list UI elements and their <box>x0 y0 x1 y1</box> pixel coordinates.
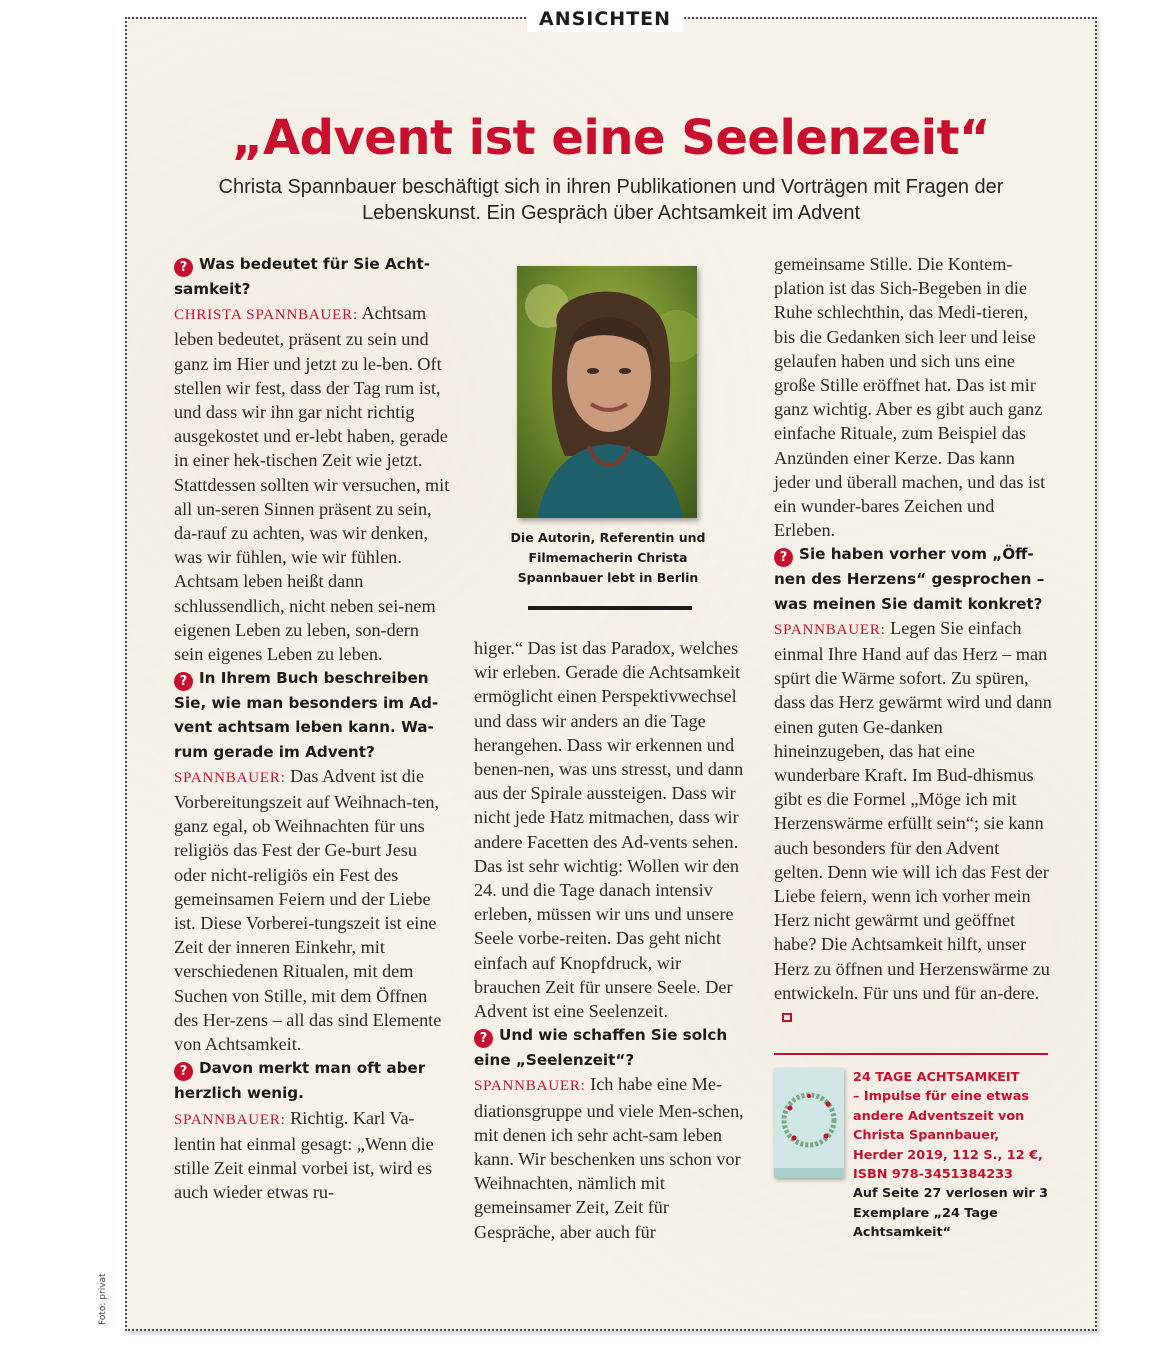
author-photo-illustration <box>517 266 697 518</box>
end-of-article-icon <box>782 1013 792 1022</box>
question: ? Davon merkt man oft aber herzlich wenig. <box>174 1059 426 1103</box>
question: ? Und wie schaffen Sie solch eine „Seelenzeit“? <box>474 1026 728 1070</box>
book-divider <box>774 1053 1048 1055</box>
subhead: Christa Spannbauer beschäftigt sich in ihren Publikationen und Vorträgen mit Fragen der Lebenskunst. Ein Gespräch über Achtsamkeit im Advent <box>218 176 1004 224</box>
answer-continued: gemeinsame Stille. Die Kontem-plation ist das Sich-Begeben in die Ruhe schlechthin, das Medi-tieren, bis die Gedanken sich leer und leise gelaufen haben und sich uns eine große Stille eröffnet hat. Das ist mir ganz wichtig. Aber es gibt auch ganz einfache Rituale, zum Beispiel das Anzünden einer Kerze. Das kann jeder und überall machen, und das ist ein wunder-bares Zeichen und Erleben. <box>774 254 1046 541</box>
author-portrait <box>517 266 697 518</box>
speaker-label: SPANNBAUER: <box>774 621 886 638</box>
question: ? Was bedeutet für Sie Acht-samkeit? <box>174 255 431 298</box>
question-mark-icon: ? <box>174 258 193 277</box>
book-info <box>853 1068 1053 1243</box>
speaker-label: SPANNBAUER: <box>474 1078 586 1095</box>
photo-credit: Foto: privat <box>98 1273 108 1325</box>
book-title: 24 TAGE ACHTSAMKEIT <box>853 1070 1020 1085</box>
book-raffle: Auf Seite 27 verlosen wir 3 Exemplare „24 Tage Achtsamkeit“ <box>853 1186 1049 1241</box>
speaker-label: CHRISTA SPANNBAUER: <box>174 307 358 324</box>
column-2 <box>474 636 750 1244</box>
answer: CHRISTA SPANNBAUER: Achtsam leben bedeutet, präsent zu sein und ganz im Hier und jetzt zu le-ben. Oft stellen wir fest, dass der Tag rum ist, und dass wir ihn gar nicht richtig ausgekostet und er-lebt haben, gerade in einer hek-tischen Zeit wie jetzt. Stattdessen sollten wir versuchen, mit all un-seren Sinnen präsent zu sein, da-rauf zu achten, was wir denken, was wir fühlen, wie wir fühlen. Achtsam leben heißt dann schlussendlich, nicht neben sei-nem eigenen Leben zu leben, son-dern sein eigenes Leben zu leben. <box>174 303 450 665</box>
caption-divider <box>528 606 692 610</box>
book-cover <box>774 1068 844 1178</box>
speaker-label: SPANNBAUER: <box>174 769 286 786</box>
answer: SPANNBAUER: Das Advent ist die Vorbereitungszeit auf Weihnach-ten, ganz egal, ob Weihnachten für uns religiös das Fest der Ge-burt Jesu oder nicht-religiös ein Fest des gemeinsamen Feiern und der Liebe ist. Diese Vorberei-tungszeit ist eine Zeit der inneren Einkehr, mit verschiedenen Ritualen, mit dem Suchen von Stille, mit dem Öffnen des Her-zens – all das sind Elemente von Achtsamkeit. <box>174 765 442 1055</box>
question: ? In Ihrem Buch beschreiben Sie, wie man besonders im Ad-vent achtsam leben kann. Wa-rum gerade im Advent? <box>174 669 439 761</box>
speaker-label: SPANNBAUER: <box>174 1111 286 1128</box>
answer: SPANNBAUER: Legen Sie einfach einmal Ihre Hand auf das Herz – man spürt die Wärme sofort. Zu spüren, dass das Herz gewärmt wird und dann einen guten Ge-danken hineinzugeben, das hat eine wunderbare Kraft. Im Bud-dhismus gibt es die Formel „Möge ich mit Herzenswärme erfüllt sein“; sie kann auch besonders für den Advent gelten. Denn wie will ich das Fest der Liebe feiern, wenn ich vorher mein Herz nicht gewärmt und geöffnet habe? Die Achtsamkeit hilft, unser Herz zu öffnen und Herzenswärme zu entwickeln. Für uns und für an-dere. <box>774 616 1052 1029</box>
question: ? Sie haben vorher vom „Öff-nen des Herzens“ gesprochen – was meinen Sie damit konkret? <box>774 545 1045 613</box>
book-cover-illustration <box>774 1068 844 1178</box>
column-1 <box>174 252 452 1204</box>
question-mark-icon: ? <box>474 1029 493 1048</box>
photo-caption: Die Autorin, Referentin und Filmemacherin Christa Spannbauer lebt in Berlin <box>510 530 706 585</box>
question-mark-icon: ? <box>174 1062 193 1081</box>
column-3 <box>774 252 1052 1029</box>
book-details: – Impulse für eine etwas andere Adventszeit von Christa Spannbauer, Herder 2019, 112 S., 12 €, ISBN 978-3451384233 <box>853 1089 1043 1183</box>
answer-continued: higer.“ Das ist das Paradox, welches wir erleben. Gerade die Achtsamkeit ermöglicht einen Perspektivwechsel und dass wir anders an die Tage herangehen. Dass wir erkennen und benen-nen, was uns stresst, und dann aus der Spirale aussteigen. Dass wir nicht jede Hatz mitmachen, dass wir andere Facetten des Ad-vents sehen. Das ist sehr wichtig: Wollen wir den 24. und die Tage danach intensiv erleben, müssen wir uns und unsere Seele vorbe-reiten. Das geht nicht einfach auf Knopfdruck, wir brauchen Zeit für unsere Seele. Der Advent ist eine Seelenzeit. <box>474 638 744 1022</box>
question-mark-icon: ? <box>174 672 193 691</box>
answer: SPANNBAUER: Ich habe eine Me-diationsgruppe und viele Men-schen, mit denen ich sehr acht-sam leben kann. Wir beschenken uns schon vor Weihnachten, nämlich mit gemeinsamer Zeit, Zeit für Gespräche, aber auch für <box>474 1074 744 1242</box>
headline: „Advent ist eine Seelenzeit“ <box>231 110 991 166</box>
section-label: ANSICHTEN <box>527 6 683 32</box>
answer: SPANNBAUER: Richtig. Karl Va-lentin hat einmal gesagt: „Wenn die stille Zeit einmal vorbei ist, wird es auch wieder etwas ru- <box>174 1107 434 1203</box>
question-mark-icon: ? <box>774 548 793 567</box>
